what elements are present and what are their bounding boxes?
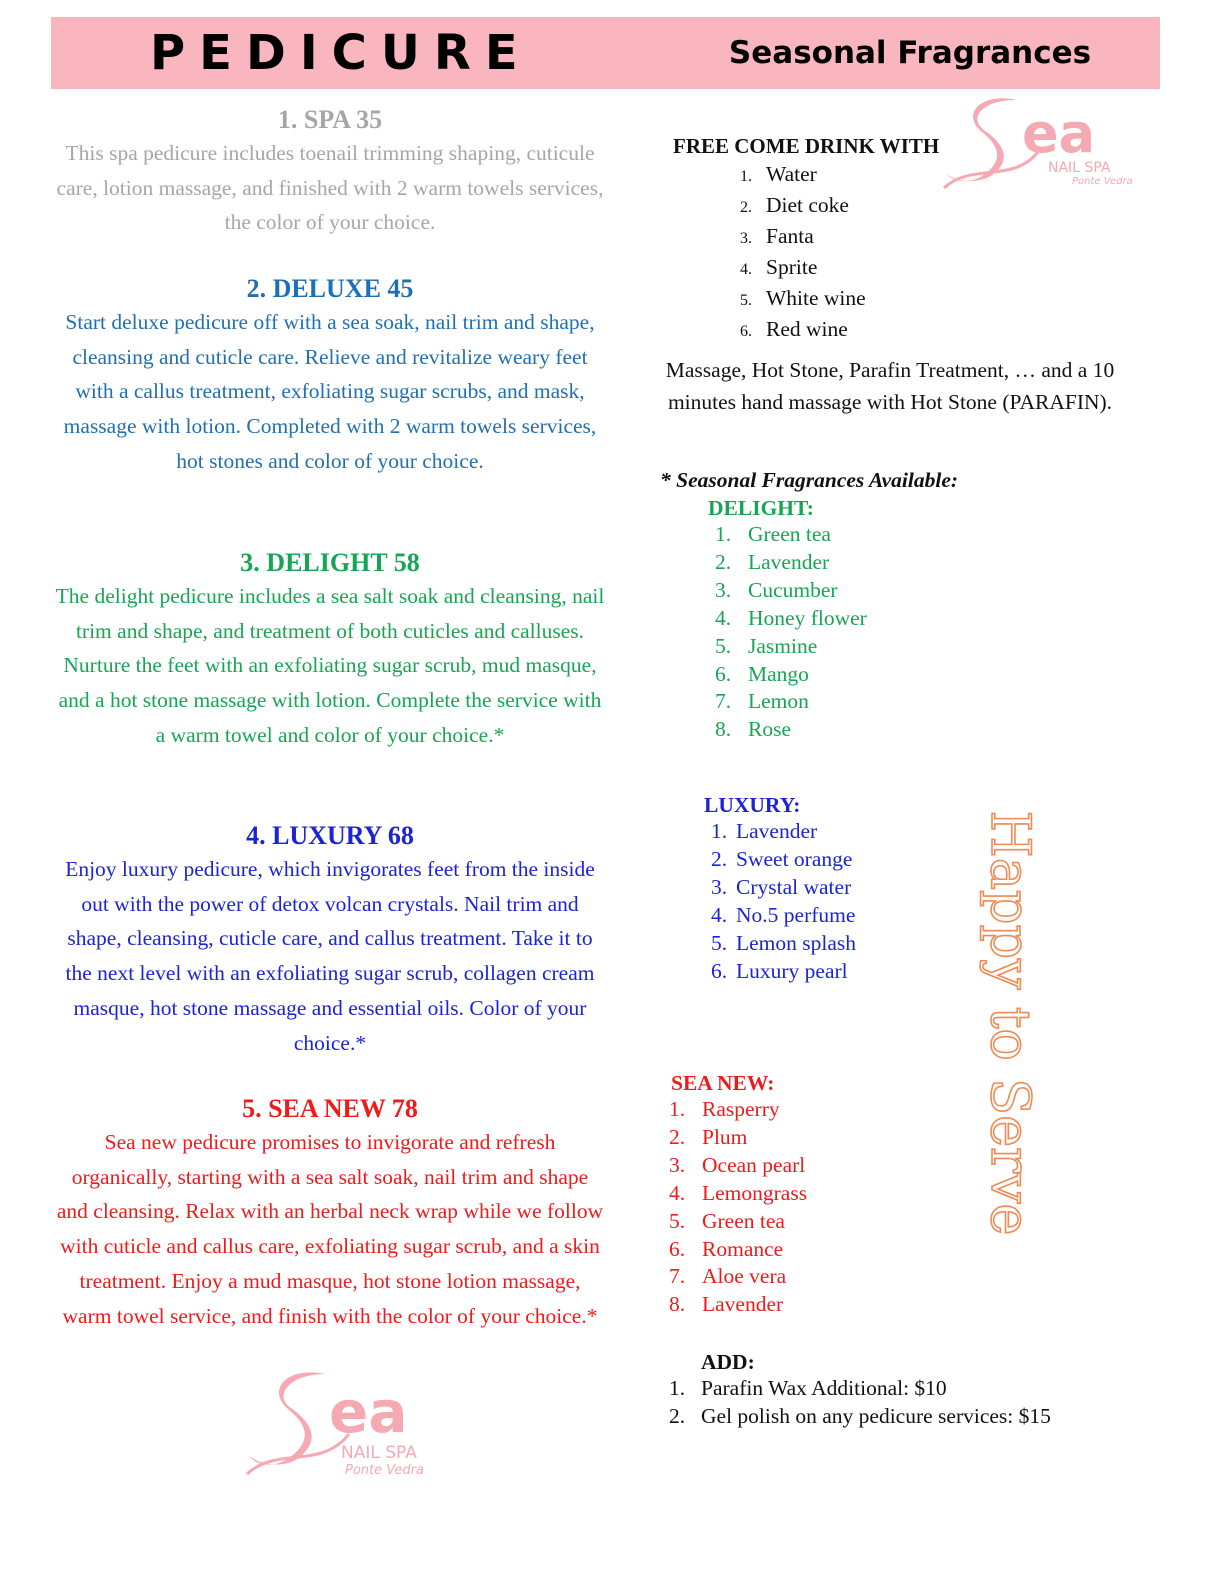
list-item: 2. Diet coke bbox=[740, 193, 849, 217]
list-item: 6. Red wine bbox=[740, 317, 848, 341]
list-item: 3. Cucumber bbox=[715, 577, 838, 602]
list-item: 2. Plum bbox=[669, 1124, 748, 1149]
service-description: Enjoy luxury pedicure, which invigorates feet from the inside out with the power of detox volcan crystals. Nail trim and shape, cleansing, cuticle care, and callus treatment. Take it to the next level with an exfoliating sugar scrub, collagen cream masque, hot stone massage and essential oils. Color of your choice.* bbox=[65, 857, 595, 1055]
list-item: 1. Parafin Wax Additional: $10 bbox=[669, 1376, 947, 1400]
service-title: 1. SPA 35 bbox=[277, 105, 383, 134]
service-luxury bbox=[55, 820, 605, 1060]
extras-text: Massage, Hot Stone, Parafin Treatment, … and a 10 minutes hand massage with Hot Stone (PARAFIN). bbox=[665, 358, 1115, 414]
add-list bbox=[669, 1374, 1051, 1430]
service-delight bbox=[55, 547, 605, 753]
list-item: 1. Green tea bbox=[715, 522, 831, 546]
list-item: 5. Lemon splash bbox=[711, 930, 857, 955]
service-description: Sea new pedicure promises to invigorate and refresh organically, starting with a sea salt soak, nail trim and shape and cleansing. Relax with an herbal neck wrap while we follow with cuticle and callus care, exfoliating sugar scrub, and a skin treatment. Enjoy a mud masque, hot stone lotion massage, warm towel service, and finish with the color of your choice.* bbox=[56, 1130, 604, 1328]
logo-line1: NAIL SPA bbox=[1048, 160, 1111, 176]
page-subtitle: Seasonal Fragrances bbox=[728, 35, 1092, 71]
service-sea-new bbox=[55, 1093, 605, 1333]
list-item: 8. Lavender bbox=[669, 1292, 784, 1317]
list-item: 7. Aloe vera bbox=[669, 1264, 787, 1289]
add-title: ADD: bbox=[701, 1350, 755, 1374]
list-item: 6. Mango bbox=[715, 661, 809, 686]
service-title: 2. DELUXE 45 bbox=[246, 274, 414, 303]
drinks-list bbox=[740, 160, 866, 346]
service-description: The delight pedicure includes a sea salt soak and cleansing, nail trim and shape, and treatment of both cuticles and calluses. Nurture the feet with an exfoliating sugar scrub, mud masque, and a hot stone massage with lotion. Complete the service with a warm towel and color of your choice.* bbox=[55, 584, 605, 747]
slogan-vertical: Happy to Serve bbox=[979, 810, 1042, 1236]
drinks-title: FREE COME DRINK WITH bbox=[673, 134, 940, 158]
delight-fragrances-list bbox=[715, 521, 867, 744]
list-item: 3. Crystal water bbox=[711, 874, 852, 899]
list-item: 3. Ocean pearl bbox=[669, 1152, 806, 1177]
list-item: 1. Rasperry bbox=[669, 1097, 780, 1121]
service-title: 3. DELIGHT 58 bbox=[240, 548, 420, 577]
list-item: 5. Green tea bbox=[669, 1208, 785, 1233]
list-item: 1. Lavender bbox=[711, 819, 818, 843]
page-title: PEDICURE bbox=[150, 25, 532, 81]
list-item: 7. Lemon bbox=[715, 689, 809, 714]
service-description: Start deluxe pedicure off with a sea soak, nail trim and shape, cleansing and cuticle care. Relieve and revitalize weary feet with a callus treatment, exfoliating sugar scrubs, and mask, massage with lotion. Completed with 2 warm towels services, hot stones and color of your choice. bbox=[63, 310, 597, 473]
list-item: 2. Lavender bbox=[715, 549, 830, 574]
service-title: 4. LUXURY 68 bbox=[246, 821, 414, 850]
logo-line2: Ponte Vedra bbox=[1072, 176, 1133, 187]
list-item: 4. Lemongrass bbox=[669, 1180, 808, 1205]
fragrances-title: * Seasonal Fragrances Available: bbox=[660, 468, 959, 492]
service-spa bbox=[55, 104, 605, 240]
luxury-fragrances-list bbox=[711, 818, 856, 985]
list-item: 6. Luxury pearl bbox=[711, 958, 848, 983]
sea-logo-bottom bbox=[245, 1368, 450, 1480]
service-deluxe bbox=[55, 273, 605, 479]
list-item: 4. No.5 perfume bbox=[711, 902, 856, 927]
logo-brand: ea bbox=[329, 1378, 408, 1446]
delight-fragrances-title: DELIGHT: bbox=[708, 496, 814, 520]
list-item: 1. Water bbox=[740, 162, 817, 186]
logo-line1: NAIL SPA bbox=[341, 1443, 417, 1463]
service-description: This spa pedicure includes toenail trimming shaping, cuticule care, lotion massage, and finished with 2 warm towels services, the color of your choice. bbox=[56, 141, 604, 235]
service-title: 5. SEA NEW 78 bbox=[242, 1094, 418, 1123]
list-item: 5. Jasmine bbox=[715, 633, 818, 658]
list-item: 4. Honey flower bbox=[715, 605, 867, 630]
sea-new-fragrances-title: SEA NEW: bbox=[671, 1071, 775, 1095]
list-item: 4. Sprite bbox=[740, 255, 818, 279]
list-item: 3. Fanta bbox=[740, 224, 814, 248]
logo-brand: ea bbox=[1022, 102, 1096, 165]
list-item: 6. Romance bbox=[669, 1236, 784, 1261]
logo-line2: Ponte Vedra bbox=[345, 1463, 424, 1478]
list-item: 2. Sweet orange bbox=[711, 846, 853, 871]
list-item: 2. Gel polish on any pedicure services: $15 bbox=[669, 1404, 1051, 1428]
list-item: 5. White wine bbox=[740, 286, 866, 310]
list-item: 8. Rose bbox=[715, 717, 791, 742]
sea-new-fragrances-list bbox=[669, 1096, 807, 1319]
luxury-fragrances-title: LUXURY: bbox=[704, 793, 801, 817]
